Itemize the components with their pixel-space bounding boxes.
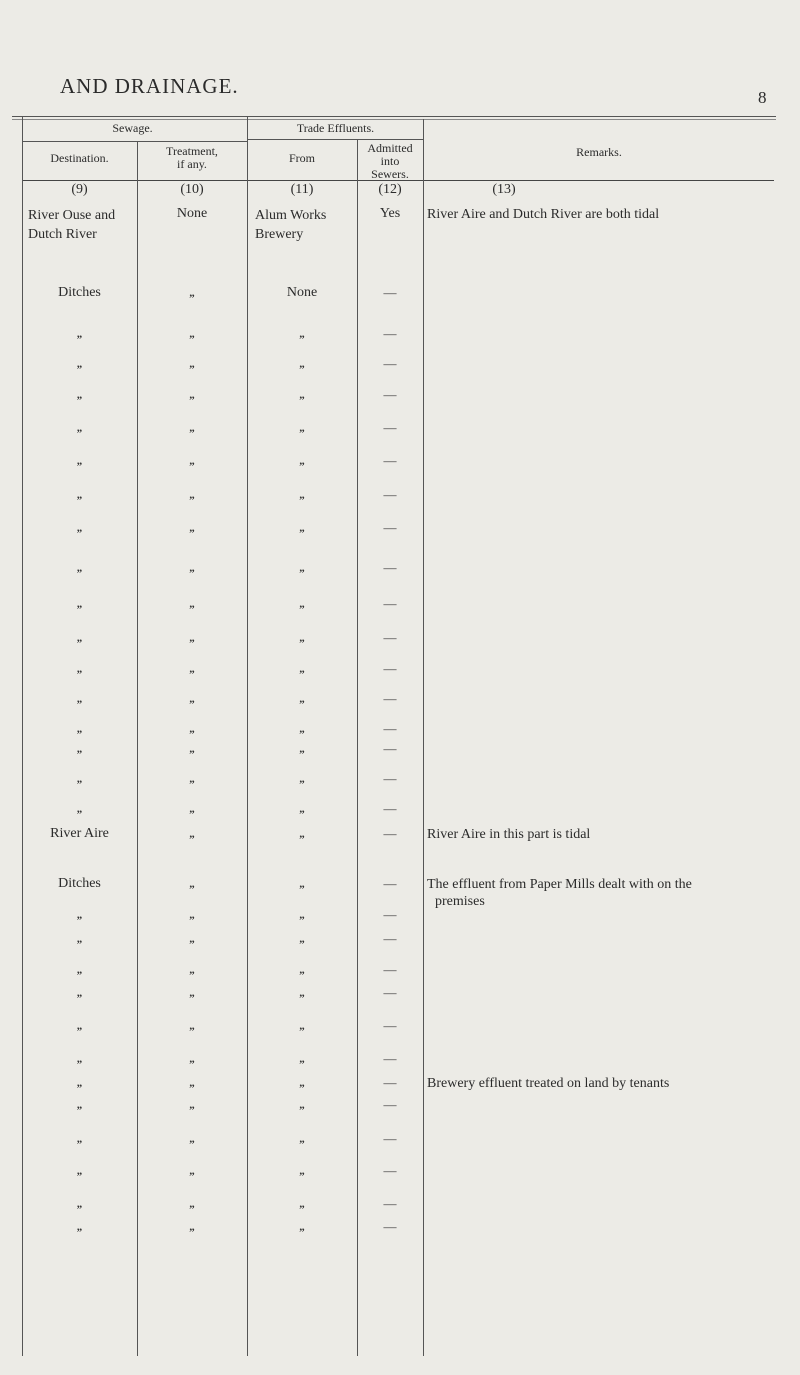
cell-remark (427, 876, 777, 910)
cell-destination: „ (76, 723, 83, 735)
cell-treatment: „ (189, 933, 195, 945)
cell-treatment: „ (189, 358, 195, 370)
cell-from: „ (299, 632, 305, 644)
group-header-trade-effluents: Trade Effluents. (296, 121, 375, 135)
cell-from: „ (299, 328, 305, 340)
cell-from: „ (299, 1099, 305, 1111)
cell-destination: „ (76, 358, 83, 370)
cell-destination: „ (76, 562, 83, 574)
cell-treatment: „ (189, 1077, 195, 1089)
cell-treatment: „ (189, 1099, 195, 1111)
cell-remark (427, 1075, 777, 1092)
cell-from: „ (299, 803, 305, 815)
cell-admitted: — (383, 931, 397, 946)
cell-from: „ (299, 562, 305, 574)
trade-subheader-rule (248, 139, 423, 140)
cell-treatment: „ (189, 828, 195, 840)
cell-treatment: „ (189, 1198, 195, 1210)
cell-remark (427, 826, 777, 843)
cell-treatment: „ (189, 562, 195, 574)
cell-treatment: „ (189, 743, 195, 755)
cell-destination: „ (76, 1077, 83, 1089)
cell-admitted: — (383, 661, 397, 676)
cell-destination: „ (76, 743, 83, 755)
col-number-10: (10) (180, 182, 204, 197)
cell-destination-line: River Ouse and (28, 208, 116, 223)
cell-treatment: „ (189, 455, 195, 467)
cell-destination (28, 206, 136, 244)
cell-admitted: — (383, 985, 397, 1000)
cell-destination: „ (76, 933, 83, 945)
cell-treatment: „ (189, 964, 195, 976)
cell-admitted: — (383, 596, 397, 611)
col-header-from: From (288, 151, 315, 165)
page-number: 8 (758, 88, 767, 107)
header-bottom-rule (22, 180, 774, 181)
cell-admitted: — (383, 387, 397, 402)
cell-from-line: Brewery (255, 227, 304, 242)
cell-destination: River Aire (50, 826, 109, 841)
cell-treatment: „ (189, 1053, 195, 1065)
col-header-admitted-line3: Sewers. (371, 167, 409, 181)
cell-remark-line: Brewery effluent treated on land by tenants (427, 1076, 670, 1091)
cell-admitted: — (383, 771, 397, 786)
sewage-subheader-rule (22, 141, 247, 142)
cell-admitted: — (383, 420, 397, 435)
cell-admitted: — (383, 356, 397, 371)
cell-treatment: „ (189, 1133, 195, 1145)
cell-treatment: „ (189, 878, 195, 890)
cell-from: None (286, 285, 318, 300)
cell-from: „ (299, 773, 305, 785)
cell-treatment: „ (189, 422, 195, 434)
cell-treatment: „ (189, 663, 195, 675)
col-header-treatment-line1: Treatment, (166, 144, 218, 158)
page-header: AND DRAINAGE. (60, 74, 239, 98)
cell-destination: „ (76, 632, 83, 644)
cell-destination: „ (76, 663, 83, 675)
group-header-sewage: Sewage. (112, 121, 153, 135)
cell-destination: „ (76, 422, 83, 434)
cell-destination: „ (76, 773, 83, 785)
col-rule-remarks (423, 119, 424, 1356)
cell-from: „ (299, 1077, 305, 1089)
cell-from: „ (299, 878, 305, 890)
cell-from: „ (299, 964, 305, 976)
cell-from: „ (299, 1133, 305, 1145)
col-header-remarks: Remarks. (576, 145, 622, 159)
cell-destination: „ (76, 522, 83, 534)
cell-destination: Ditches (58, 876, 101, 891)
cell-admitted: — (383, 1163, 397, 1178)
cell-admitted: — (383, 520, 397, 535)
col-header-treatment (138, 145, 246, 171)
cell-remark-line: River Aire in this part is tidal (427, 827, 591, 842)
cell-remark-line: The effluent from Paper Mills dealt with on the (427, 877, 692, 892)
col-header-admitted-line1: Admitted (367, 141, 413, 155)
col-number-12: (12) (378, 182, 402, 197)
cell-from: „ (299, 663, 305, 675)
cell-from: „ (299, 1053, 305, 1065)
cell-from: „ (299, 1221, 305, 1233)
cell-treatment: „ (189, 389, 195, 401)
cell-destination: „ (76, 1198, 83, 1210)
cell-treatment: „ (189, 1165, 195, 1177)
col-header-treatment-line2: if any. (177, 157, 207, 171)
cell-admitted: — (383, 721, 397, 736)
cell-admitted: — (383, 1219, 397, 1234)
col-header-destination: Destination. (50, 151, 109, 165)
cell-destination: „ (76, 1133, 83, 1145)
cell-treatment: „ (189, 723, 195, 735)
cell-from-line: Alum Works (255, 208, 327, 223)
cell-destination: „ (76, 1221, 83, 1233)
cell-from: „ (299, 909, 305, 921)
cell-remark (427, 206, 777, 223)
cell-destination: „ (76, 328, 83, 340)
col-number-13: (13) (492, 182, 516, 197)
cell-destination: „ (76, 987, 83, 999)
cell-treatment: „ (189, 803, 195, 815)
cell-admitted: — (383, 907, 397, 922)
cell-destination: „ (76, 1020, 83, 1032)
cell-treatment: „ (189, 522, 195, 534)
cell-treatment: „ (189, 987, 195, 999)
cell-admitted: — (383, 326, 397, 341)
cell-from: „ (299, 1165, 305, 1177)
cell-destination: „ (76, 1099, 83, 1111)
cell-from: „ (299, 693, 305, 705)
cell-treatment: „ (189, 328, 195, 340)
cell-treatment: „ (189, 489, 195, 501)
cell-destination: „ (76, 598, 83, 610)
table-top-rule (12, 116, 776, 117)
cell-admitted: — (383, 691, 397, 706)
cell-admitted: — (383, 1018, 397, 1033)
cell-treatment: „ (189, 693, 195, 705)
cell-destination: „ (76, 909, 83, 921)
cell-admitted: — (383, 560, 397, 575)
cell-admitted: — (383, 741, 397, 756)
cell-destination: Ditches (58, 285, 101, 300)
cell-admitted: — (383, 1075, 397, 1090)
cell-destination: „ (76, 803, 83, 815)
cell-destination: „ (76, 455, 83, 467)
cell-destination: „ (76, 1165, 83, 1177)
cell-destination: „ (76, 489, 83, 501)
cell-from: „ (299, 723, 305, 735)
cell-from: „ (299, 422, 305, 434)
cell-admitted: — (383, 801, 397, 816)
cell-admitted: — (383, 826, 397, 841)
cell-from: „ (299, 1198, 305, 1210)
table-top-rule-inner (12, 119, 776, 120)
cell-from: „ (299, 1020, 305, 1032)
cell-from (255, 206, 355, 244)
cell-admitted: — (383, 285, 397, 300)
cell-admitted: — (383, 1097, 397, 1112)
cell-destination: „ (76, 964, 83, 976)
cell-admitted: — (383, 1196, 397, 1211)
cell-from: „ (299, 455, 305, 467)
cell-remark-line: premises (435, 894, 485, 909)
cell-admitted: — (383, 487, 397, 502)
cell-destination-line: Dutch River (28, 227, 97, 242)
cell-from: „ (299, 987, 305, 999)
cell-from: „ (299, 522, 305, 534)
cell-admitted: — (383, 453, 397, 468)
cell-admitted: — (383, 1131, 397, 1146)
cell-admitted: Yes (379, 206, 401, 221)
col-header-admitted-line2: into (380, 154, 400, 168)
cell-admitted: — (383, 962, 397, 977)
col-header-admitted (358, 142, 422, 181)
cell-treatment: „ (189, 632, 195, 644)
cell-remark-line: River Aire and Dutch River are both tidal (427, 207, 660, 222)
cell-from: „ (299, 743, 305, 755)
cell-from: „ (299, 828, 305, 840)
col-number-9: (9) (71, 182, 88, 197)
cell-from: „ (299, 933, 305, 945)
cell-treatment: „ (189, 909, 195, 921)
cell-treatment: „ (189, 287, 195, 299)
cell-admitted: — (383, 1051, 397, 1066)
cell-treatment: None (176, 206, 208, 221)
cell-treatment: „ (189, 1020, 195, 1032)
cell-treatment: „ (189, 598, 195, 610)
col-number-11: (11) (290, 182, 314, 197)
cell-from: „ (299, 598, 305, 610)
cell-treatment: „ (189, 773, 195, 785)
cell-from: „ (299, 389, 305, 401)
cell-from: „ (299, 358, 305, 370)
cell-admitted: — (383, 630, 397, 645)
cell-admitted: — (383, 876, 397, 891)
cell-destination: „ (76, 1053, 83, 1065)
cell-destination: „ (76, 389, 83, 401)
cell-destination: „ (76, 693, 83, 705)
cell-treatment: „ (189, 1221, 195, 1233)
cell-from: „ (299, 489, 305, 501)
